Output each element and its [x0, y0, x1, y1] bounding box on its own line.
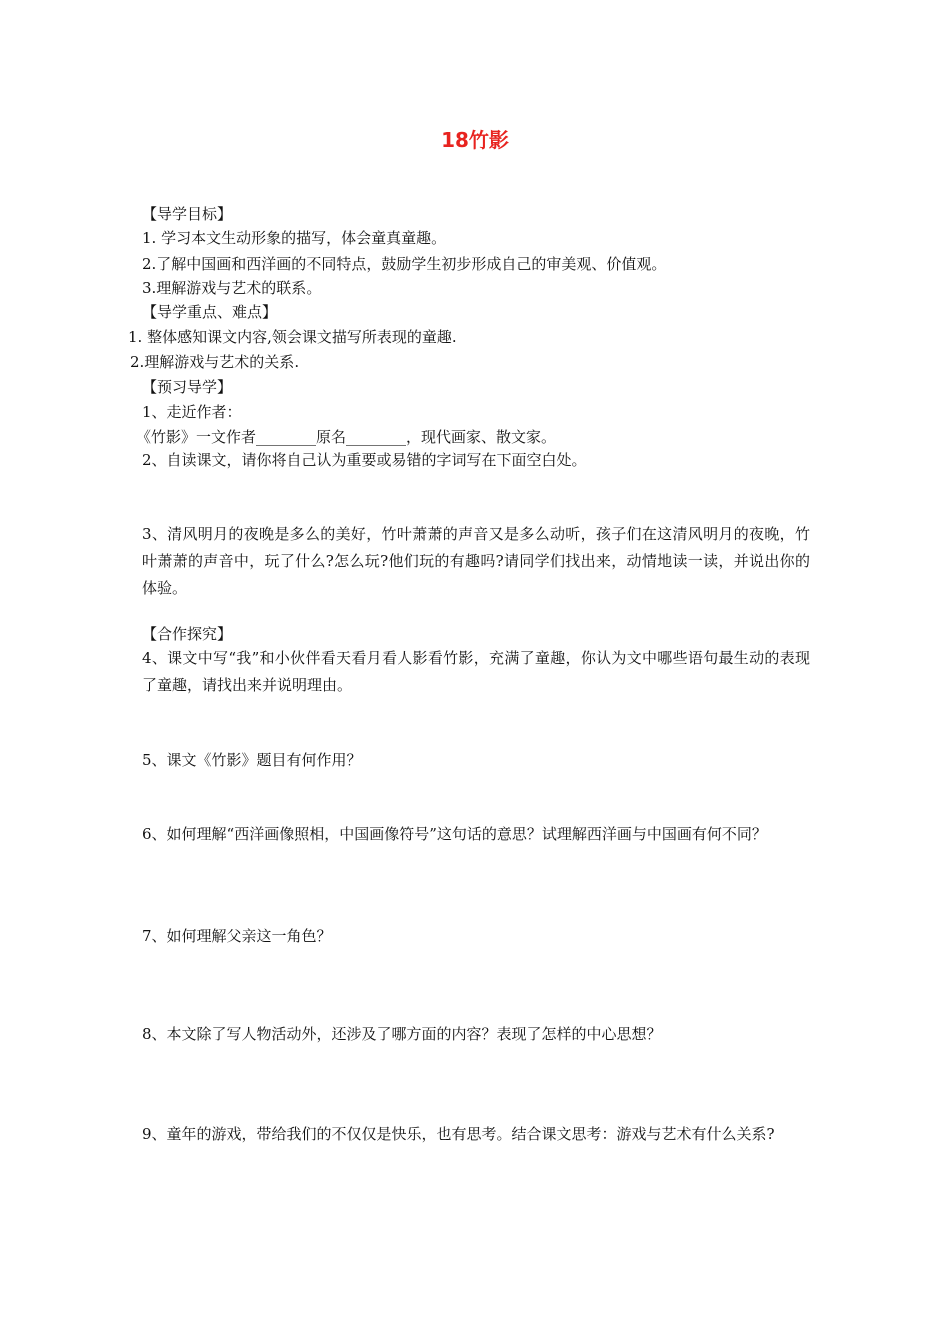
- question-8: 8、本文除了写人物活动外，还涉及了哪方面的内容？表现了怎样的中心思想？: [142, 1025, 662, 1043]
- focus-heading: 【导学重点、难点】: [142, 303, 278, 321]
- question-6: 6、如何理解“西洋画像照相，中国画像符号”这句话的意思？试理解西洋画与中国画有何不同？: [142, 825, 767, 843]
- page-title: 18竹影: [441, 128, 509, 152]
- preview-2: 2、自读课文，请你将自己认为重要或易错的字词写在下面空白处。: [142, 451, 587, 469]
- goal-3: 3.理解游戏与艺术的联系。: [142, 279, 322, 297]
- preview-3: 3、清风明月的夜晚是多么的美好，竹叶萧萧的声音又是多么动听，孩子们在这清风明月的夜晚，竹叶萧萧的声音中，玩了什么?怎么玩?他们玩的有趣吗?请同学们找出来，动情地读一读，并说出你的体验。: [142, 525, 810, 597]
- question-4: 4、课文中写“我”和小伙伴看天看月看人影看竹影，充满了童趣，你认为文中哪些语句最生动的表现了童趣，请找出来并说明理由。: [142, 649, 810, 694]
- question-9: 9、童年的游戏，带给我们的不仅仅是快乐，也有思考。结合课文思考：游戏与艺术有什么关系?: [142, 1125, 775, 1143]
- goals-heading: 【导学目标】: [142, 205, 233, 223]
- preview-1-detail: 《竹影》一文作者________原名________，现代画家、散文家。: [136, 428, 557, 446]
- focus-1: 1. 整体感知课文内容,领会课文描写所表现的童趣.: [128, 328, 457, 346]
- question-7: 7、如何理解父亲这一角色？: [142, 927, 332, 945]
- preview-1: 1、走近作者：: [142, 403, 242, 421]
- question-5: 5、课文《竹影》题目有何作用？: [142, 751, 362, 769]
- goal-1: 1. 学习本文生动形象的描写，体会童真童趣。: [142, 229, 447, 247]
- coop-heading: 【合作探究】: [142, 625, 233, 643]
- goal-2: 2.了解中国画和西洋画的不同特点，鼓励学生初步形成自己的审美观、价值观。: [142, 255, 667, 273]
- preview-heading: 【预习导学】: [142, 378, 233, 396]
- focus-2: 2.理解游戏与艺术的关系.: [130, 353, 300, 371]
